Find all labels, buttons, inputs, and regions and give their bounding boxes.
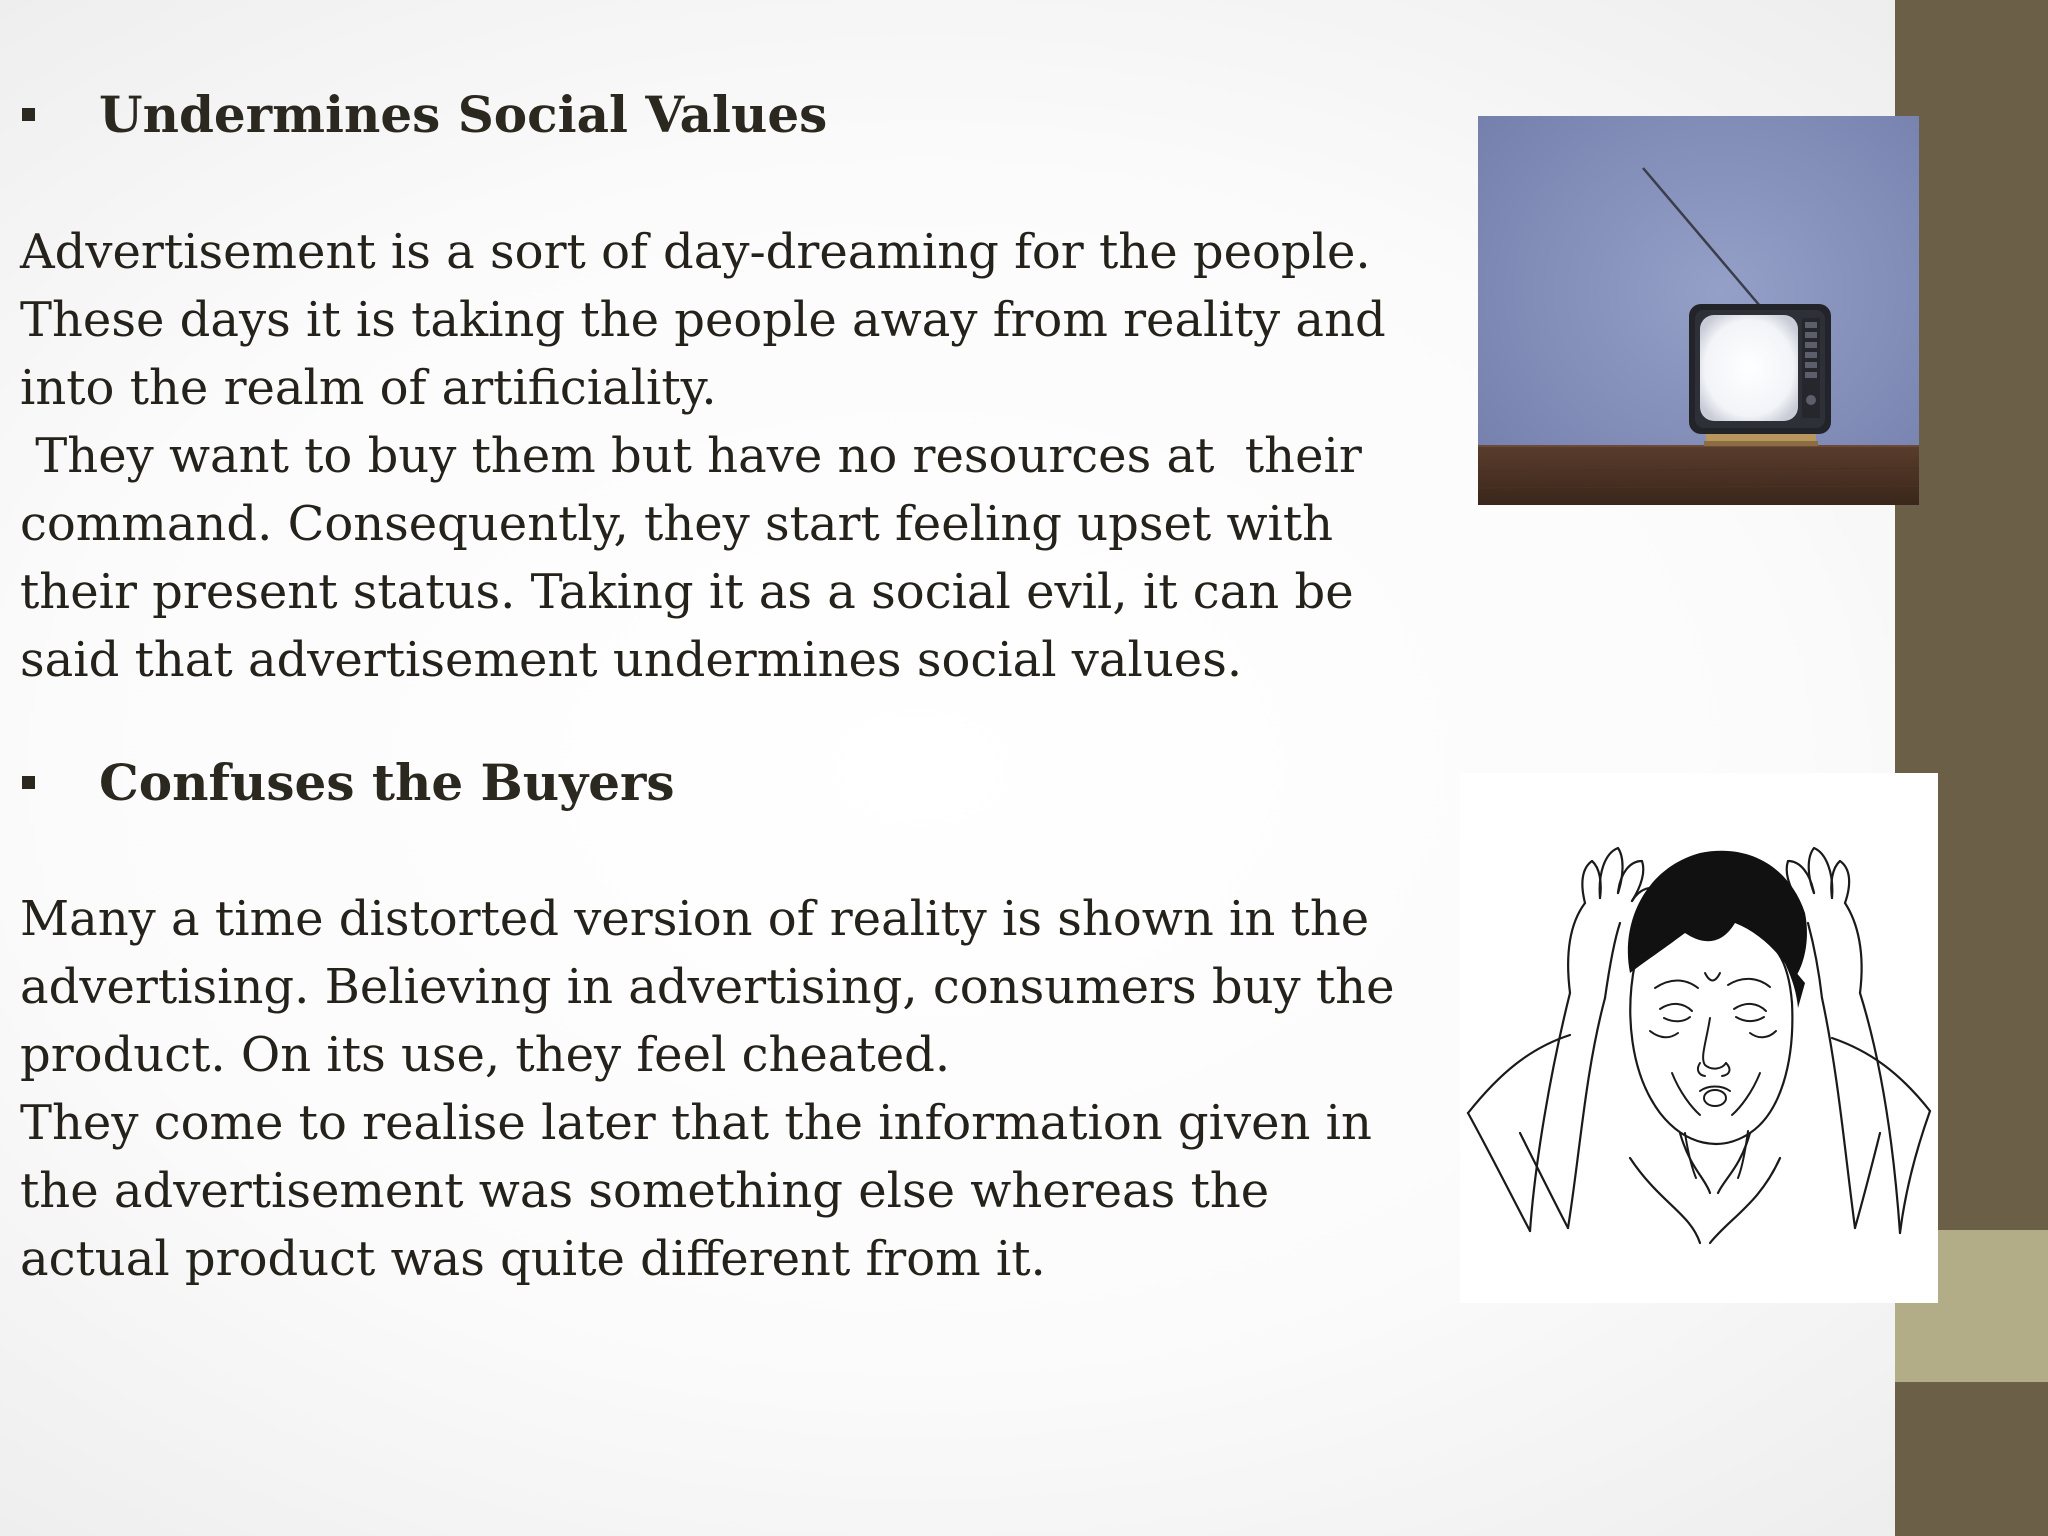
text-line: their present status. Taking it as a social evil, it can be xyxy=(20,564,1354,620)
text-line: They come to realise later that the information given in xyxy=(20,1095,1372,1151)
heading-confuses-the-buyers xyxy=(22,753,675,813)
text-line: into the realm of artificiality. xyxy=(20,360,717,416)
text-line: Many a time distorted version of reality is shown in the xyxy=(20,891,1370,947)
text-line: actual product was quite different from it. xyxy=(20,1231,1046,1287)
heading-text: Undermines Social Values xyxy=(99,85,828,144)
text-line: the advertisement was something else whereas the xyxy=(20,1163,1270,1219)
square-bullet-icon xyxy=(22,776,35,789)
text-line: Advertisement is a sort of day-dreaming for the people. xyxy=(20,224,1371,280)
frustrated-man-icon xyxy=(1460,773,1938,1303)
paragraph-confuses-buyers xyxy=(20,885,1460,1293)
text-line: said that advertisement undermines social values. xyxy=(20,632,1243,688)
text-line: advertising. Believing in advertising, consumers buy the xyxy=(20,959,1395,1015)
text-line: These days it is taking the people away from reality and xyxy=(20,292,1386,348)
heading-text: Confuses the Buyers xyxy=(99,753,675,812)
heading-undermines-social-values xyxy=(22,85,827,145)
paragraph-social-values xyxy=(20,218,1460,694)
text-line: product. On its use, they feel cheated. xyxy=(20,1027,951,1083)
television-icon xyxy=(1478,116,1919,505)
text-line: command. Consequently, they start feeling upset with xyxy=(20,496,1334,552)
television-photo xyxy=(1478,116,1919,505)
right-band-dark-bottom xyxy=(1895,1382,2048,1536)
cartoon-card xyxy=(1460,773,1938,1303)
square-bullet-icon xyxy=(22,108,35,121)
text-line: They want to buy them but have no resources at their xyxy=(20,428,1362,484)
